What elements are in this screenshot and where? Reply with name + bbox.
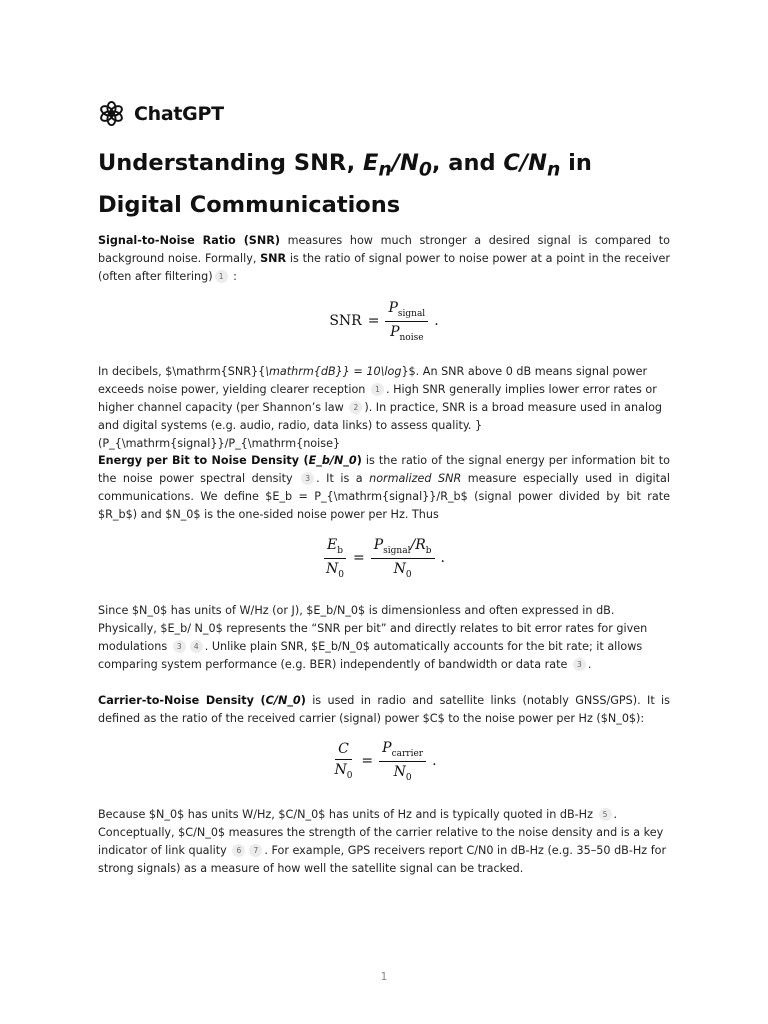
citation-badge[interactable]: 1 [371,383,384,396]
page-number: 1 [380,971,388,983]
cn0-paragraph: Carrier-to-Noise Density (C/N_0) is used in radio and satellite links (notably GNSS/GPS). It is defined as the ratio of the received carrier (signal) power $C$ to the noise power per Hz ($N_0$): [98,694,670,725]
ebn0-equation: $\frac{E_b}{N_0}$ = $\frac{P_{signal}/R_b}{N_0}$ . [98,537,670,580]
snr-paragraph: Signal-to-Noise Ratio (SNR) measures how much stronger a desired signal is compared to background noise. Formally, SNR is the ratio of signal power to noise power at a point in the receiver (often after filtering) 1 : [98,234,670,283]
snr-decibel-paragraph: In decibels, $\mathrm{SNR}{\mathrm{dB}} = 10\log}$. An SNR above 0 dB means signal power exceeds noise power, yielding clearer reception 1 . High SNR generally implies lower error rates or higher channel capacity (per Shannon’s law 2 ). In practice, SNR is a broad measure used in analog and digital systems (e.g. audio, radio, data links) to assess quality. }(P_{\mathrm{signal}}/P_{\mathrm{noise} [98,365,663,450]
citation-badge[interactable]: 3 [573,658,586,671]
page-title: Understanding SNR, $E_n/N_0$, and $C/N_n$ in Digital Communications [98,150,592,218]
citation-badge[interactable]: 1 [215,270,228,283]
brand-name: ChatGPT [134,102,224,125]
citation-badge[interactable]: 3 [301,472,314,485]
citation-badge[interactable]: 3 [173,640,186,653]
cn0-units-paragraph: Because $N_0$ has units W/Hz, $C/N_0$ has units of Hz and is typically quoted in dB-Hz 5 . Conceptually, $C/N_0$ measures the strength of the carrier relative to the noise density and is a key indicator of link quality 6 7 . For example, GPS receivers report C/N0 in dB-Hz (e.g. 35–50 dB-Hz for strong signals) as a measure of how well the satellite signal can be tracked. [98,808,667,875]
snr-equation: SNR = $\frac{P_{signal}}{P_{noise}}$ . [329,300,439,343]
openai-logo-icon [98,100,125,127]
cn0-equation: $\frac{C}{N_0}$ = $\frac{P_{carrier}}{N_0}$ . [334,740,437,783]
citation-badge[interactable]: 5 [599,808,612,821]
citation-badge[interactable]: 7 [249,844,262,857]
citation-badge[interactable]: 6 [232,844,245,857]
citation-badge[interactable]: 2 [349,401,362,414]
citation-badge[interactable]: 4 [190,640,203,653]
brand-header [98,100,224,127]
ebn0-paragraph: Energy per Bit to Noise Density (E_b/N_0) is the ratio of the signal energy per information bit to the noise power spectral density 3 . It is a normalized SNR measure especially used in digital communications. We define $E_b = P_{\mathrm{signal}}/R_b$ (signal power divided by bit rate $R_b$) and $N_0$ is the one-sided noise power per Hz. Thus [98,454,671,521]
ebn0-units-paragraph: Since $N_0$ has units of W/Hz (or J), $E_b/N_0$ is dimensionless and often expressed in dB. Physically, $E_b/ N_0$ represents the “SNR per bit” and directly relates to bit error rates for given modulations 3 4 . Unlike plain SNR, $E_b/N_0$ automatically accounts for the bit rate; it allows comparing system performance (e.g. BER) independently of bandwidth or data rate 3 . [98,604,648,671]
